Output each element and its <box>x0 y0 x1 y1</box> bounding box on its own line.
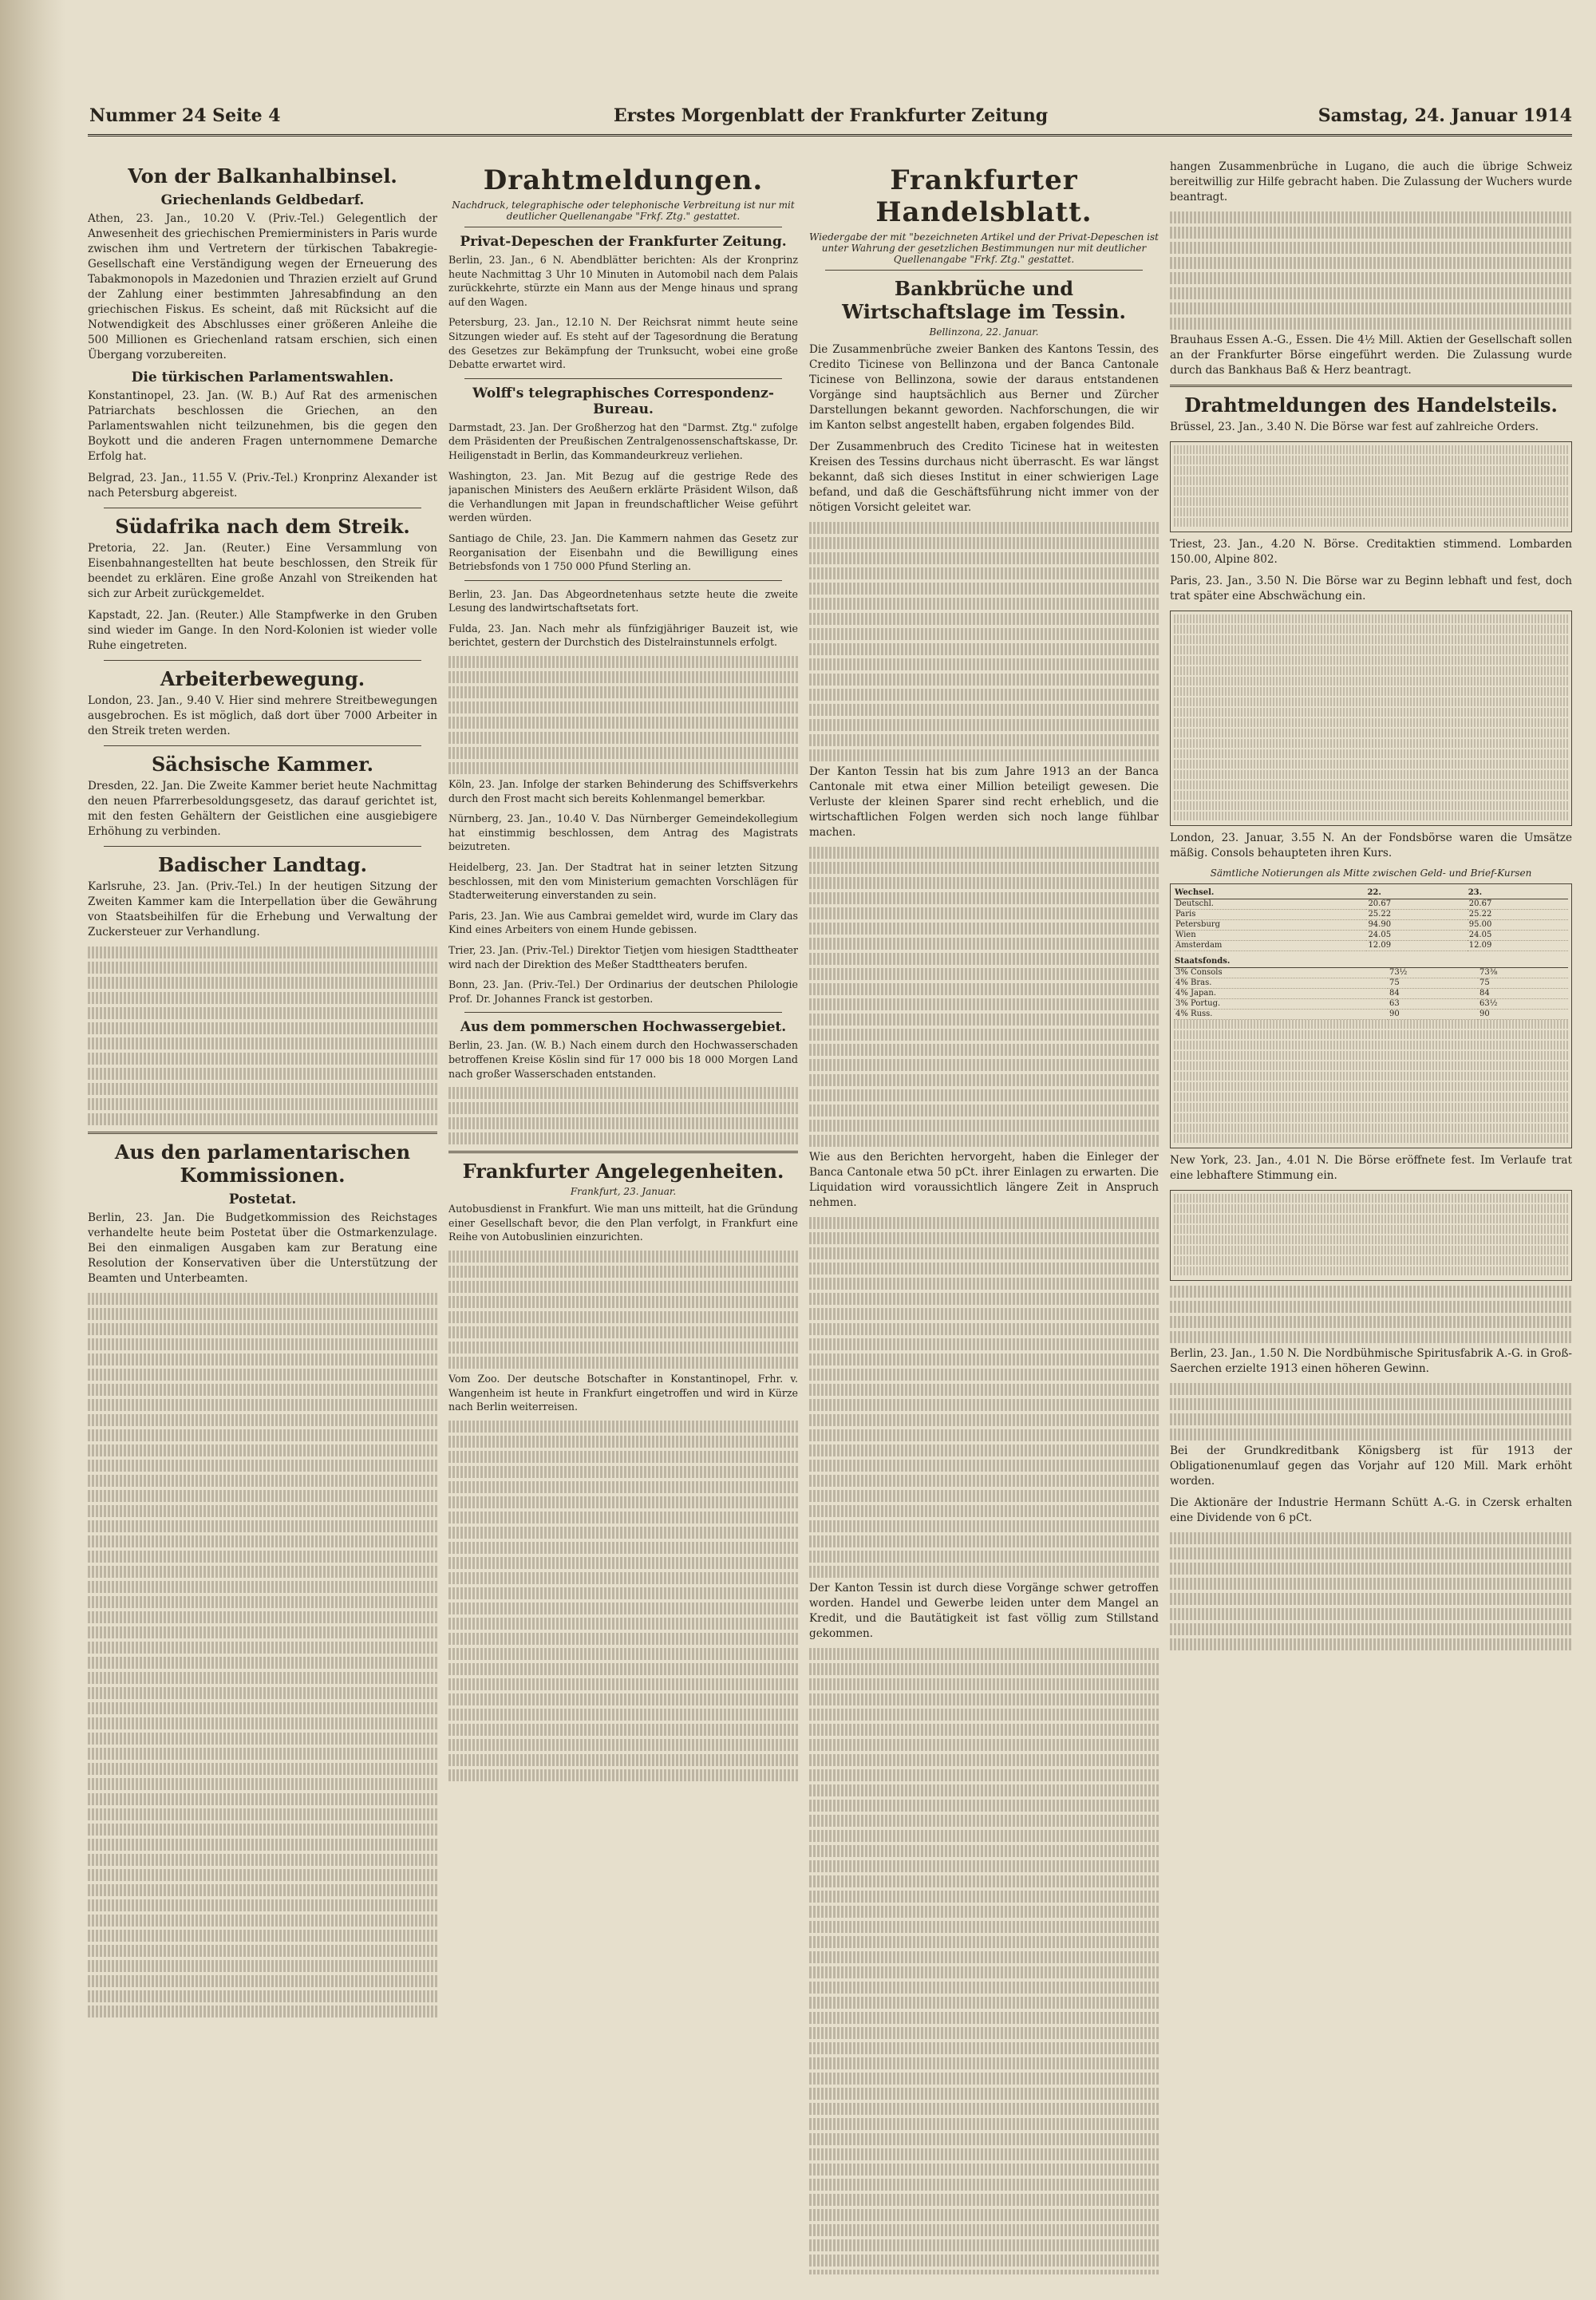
article-triest: Triest, 23. Jan., 4.20 N. Börse. Creditaktien stimmend. Lombarden 150.00, Alpine 802. <box>1170 538 1572 566</box>
article-berlin-crownprince: Berlin, 23. Jan., 6 N. Abendblätter berichten: Als der Kronprinz heute Nachmittag 3 Uhr 10 Minuten in Automobil nach dem Palais zurückkehrte, stürzte ein Mann aus der Menge hinaus und sprang auf den Wagen. <box>448 254 798 308</box>
article-berlin-budget: Berlin, 23. Jan. Die Budgetkommission des Reichstages verhandelte heute beim Postetat über die Ostmarkenzulage. Bei den einmaligen Ausgaben kam zur Beratung eine Resolution der Konservativen über die Unterstützung der Beamten und Unterbeamten. <box>88 1211 437 1285</box>
article-petersburg: Petersburg, 23. Jan., 12.10 N. Der Reichsrat nimmt heute seine Sitzungen wieder auf. Es steht auf der Tagesordnung die Beratung des Gesetzes zur Bekämpfung der Trunksucht, wobei eine große Debatte erwartet wird. <box>448 316 798 371</box>
heading-baden-landtag: Badischer Landtag. <box>157 853 367 876</box>
masthead <box>89 105 1572 153</box>
article-nuremberg: Nürnberg, 23. Jan., 10.40 V. Das Nürnberger Gemeindekollegium hat einstimmig beschlossen, dem Antrag des Magistrats beizutreten. <box>448 812 798 853</box>
dateline-frankfurt: Frankfurt, 23. Januar. <box>570 1186 677 1198</box>
heading-south-africa: Südafrika nach dem Streik. <box>115 515 410 538</box>
article-brauhaus-essen: Brauhaus Essen A.-G., Essen. Die 4½ Mill. Aktien der Gesellschaft sollen an der Frankfurter Börse eingeführt werden. Die Zulassung wurde durch das Bankhaus Baß & Herz beantragt. <box>1170 334 1572 377</box>
reprint-notice: Nachdruck, telegraphische oder telephonische Verbreitung ist nur mit deutlicher Quellenangabe "Frkf. Ztg." gestattet. <box>452 200 795 222</box>
article-czersk: Die Aktionäre der Industrie Hermann Schütt A.-G. in Czersk erhalten eine Dividende von 6 pCt. <box>1170 1496 1572 1524</box>
subheading-turkish-elections: Die türkischen Parlamentswahlen. <box>131 370 394 385</box>
table-row: 4% Japan. 84 84 <box>1174 989 1568 999</box>
article-pretoria: Pretoria, 22. Jan. (Reuter.) Eine Versammlung von Eisenbahnangestellten hat beute beschlossen, den Streik für beendet zu erklären. Eine große Anzahl von Streikenden hat sich zur Arbeit zurückgemeldet. <box>88 542 437 600</box>
table-row: Amsterdam 12.09 12.09 <box>1174 941 1568 951</box>
issue-number: Nummer 24 Seite 4 <box>89 105 281 126</box>
market-table-new-york <box>1170 1190 1572 1281</box>
article-athens: Athen, 23. Jan., 10.20 V. (Priv.-Tel.) Gelegentlich der Anwesenheit des griechischen Premierministers in Paris wurde zwischen ihm und Vertretern der türkischen Tabakregie-Gesellschaft eine Verständigung wegen der Erneuerung des Tabakmonopols in Mazedonien und Thrazien erzielt auf Grund der Zahlung einer bestimmten Jahresabfindung an den griechischen Fiskus. Es scheint, daß mit Rücksicht auf die Notwendigkeit des Abschlusses einer größeren Anleihe die 500 Millionen es Griechenland ratsam erschien, sich einen Übergang vorzubereiten. <box>88 212 437 362</box>
table-row: Paris 25.22 25.22 <box>1174 910 1568 920</box>
market-table-paris <box>1170 611 1572 826</box>
column-1 <box>88 160 437 2274</box>
subheading-wolff: Wolff's telegraphisches Correspondenz-Bureau. <box>472 385 774 417</box>
divider <box>104 660 421 661</box>
article-dresden: Dresden, 22. Jan. Die Zweite Kammer beriet heute Nachmittag den neuen Pfarrerbesoldungsgesetz, das darauf gerichtet ist, mit den festen Gehältern der Geistlichen eine ausgiebigere Erhöhung zu verbinden. <box>88 780 437 838</box>
article-berlin-house: Berlin, 23. Jan. Das Abgeordnetenhaus setzte heute die zweite Lesung des landwirtschaftsetats fort. <box>448 587 798 615</box>
article-heidelberg: Heidelberg, 23. Jan. Der Stadtrat hat in seiner letzten Sitzung beschlossen, mit den vom Ministerium gemachten Vorschlägen für Stadterweiterung einverstanden zu sein. <box>448 861 798 902</box>
heading-frankfurt-affairs: Frankfurter Angelegenheiten. <box>462 1160 784 1184</box>
newspaper-page <box>80 96 1580 2282</box>
subheading-postetat: Postetat. <box>228 1191 297 1207</box>
article-new-york: New York, 23. Jan., 4.01 N. Die Börse eröffnete fest. Im Verlaufe trat eine lebhaftere Stimmung ein. <box>1170 1154 1572 1182</box>
table-row: Wien 24.05 24.05 <box>1174 931 1568 941</box>
subheading-private-dispatches: Privat-Depeschen der Frankfurter Zeitung. <box>460 234 787 250</box>
binding-spine <box>0 0 65 2300</box>
heading-balkan: Von der Balkanhalbinsel. <box>128 164 397 188</box>
article-berlin-flood: Berlin, 23. Jan. (W. B.) Nach einem durch den Hochwasserschaden betroffenen Kreise Köslin sind für 17 000 bis 18 000 Morgen Land nach großer Wasserschaden entstanden. <box>448 1039 798 1080</box>
article-zoo: Vom Zoo. Der deutsche Botschafter in Konstantinopel, Frhr. v. Wangenheim ist heute in Frankfurt eingetroffen und wird in Kürze nach Berlin weiterreisen. <box>448 1372 798 1413</box>
table-row: 3% Portug. 63 63½ <box>1174 999 1568 1010</box>
issue-date: Samstag, 24. Januar 1914 <box>1317 105 1572 126</box>
staatsfonds-title: Staatsfonds. <box>1174 956 1568 968</box>
article-london-bourse: London, 23. Januar, 3.55 N. An der Fondsbörse waren die Umsätze mäßig. Consols behaupteten ihren Kurs. <box>1170 832 1572 860</box>
divider <box>464 378 782 379</box>
subheading-pomerania-flood: Aus dem pommerschen Hochwassergebiet. <box>460 1019 787 1036</box>
article-darmstadt: Darmstadt, 23. Jan. Der Großherzog hat den "Darmst. Ztg." zufolge dem Präsidenten der Preußischen Zentralgenossenschaftskasse, Dr. Heiligenstadt in Berlin, das Kommandeurkreuz verliehen. <box>448 421 798 461</box>
article-koenigsberg: Bei der Grundkreditbank Königsberg ist für 1913 der Obligationenumlauf gegen das Vorjahr auf 120 Mill. Mark erhöht worden. <box>1170 1444 1572 1488</box>
wechsel-title: Wechsel. <box>1174 887 1366 899</box>
newspaper-title: Erstes Morgenblatt der Frankfurter Zeitung <box>613 105 1049 126</box>
col-head: 23. <box>1468 887 1568 899</box>
article-tessin-5: Der Kanton Tessin ist durch diese Vorgänge schwer getroffen worden. Handel und Gewerbe leiden unter dem Mangel an Kredit, und die Bautätigkeit ist fast völlig zum Stillstand gekommen. <box>809 1582 1159 1640</box>
divider <box>464 1012 782 1013</box>
double-divider <box>1170 385 1572 387</box>
divider <box>104 745 421 746</box>
table-row: Petersburg 94.90 95.00 <box>1174 920 1568 931</box>
table-row: 4% Russ. 90 90 <box>1174 1010 1568 1020</box>
table-note: Sämtliche Notierungen als Mitte zwischen Geld- und Brief-Kursen <box>1210 867 1532 879</box>
heading-handel-drahtmeldungen: Drahtmeldungen des Handelsteils. <box>1184 393 1558 417</box>
article-tessin-2: Der Zusammenbruch des Credito Ticinese hat in weitesten Kreisen des Tessins durchaus nicht überrascht. Es war längst bekannt, daß sich dieses Institut in einer schwierigen Lage befand, und daß die Geschäftsführung nicht immer von der nötigen Vorsicht geleitet war. <box>809 441 1159 514</box>
table-row: 4% Bras. 75 75 <box>1174 978 1568 989</box>
article-brussels: Brüssel, 23. Jan., 3.40 N. Die Börse war fest auf zahlreiche Orders. <box>1170 421 1539 433</box>
reprint-notice-handel: Wiedergabe der mit "bezeichneten Artikel und der Privat-Depeschen ist unter Wahrung der gesetzlichen Bestimmungen nur mit deutlicher Quellenangabe "Frkf. Ztg." gestattet. <box>809 231 1159 265</box>
article-tessin-4: Wie aus den Berichten hervorgeht, haben die Einleger der Banca Cantonale etwa 50 pCt. ihrer Einlagen zu erwarten. Die Liquidation wird voraussichtlich längere Zeit in Anspruch nehmen. <box>809 1151 1159 1209</box>
column-4 <box>1170 160 1572 2274</box>
subheading-greece: Griechenlands Geldbedarf. <box>160 192 365 208</box>
article-bonn: Bonn, 23. Jan. (Priv.-Tel.) Der Ordinarius der deutschen Philologie Prof. Dr. Johannes Franck ist gestorben. <box>448 978 798 1005</box>
double-divider <box>448 1151 798 1153</box>
market-table-london <box>1170 883 1572 1148</box>
article-fulda: Fulda, 23. Jan. Nach mehr als fünfzigjähriger Bauzeit ist, wie berichtet, gestern der Durchstich des Distelrainstunnels erfolgt. <box>448 622 798 649</box>
divider <box>104 846 421 847</box>
dateline-bellinzona: Bellinzona, 22. Januar. <box>929 326 1039 338</box>
heading-tessin: Bankbrüche und Wirtschaftslage im Tessin. <box>842 277 1126 323</box>
table-row: Deutschl. 20.67 20.67 <box>1174 899 1568 910</box>
masthead-rule <box>88 134 1572 136</box>
article-capetown: Kapstadt, 22. Jan. (Reuter.) Alle Stampfwerke in den Gruben sind wieder im Gange. In den Nord-Kolonien ist wieder volle Ruhe eingetreten. <box>88 609 437 652</box>
article-trier: Trier, 23. Jan. (Priv.-Tel.) Direktor Tietjen vom hiesigen Stadttheater wird nach der Direktion des Meßer Stadttheaters berufen. <box>448 944 798 970</box>
heading-commissions: Aus den parlamentarischen Kommissionen. <box>114 1140 411 1187</box>
heading-saxon-chamber: Sächsische Kammer. <box>151 753 374 776</box>
article-santiago: Santiago de Chile, 23. Jan. Die Kammern nahmen das Gesetz zur Reorganisation der Eisenbahn und die Bewilligung eines Betriebsfonds von 1 750 000 Pfund Sterling an. <box>448 532 798 573</box>
article-constantinople: Konstantinopel, 23. Jan. (W. B.) Auf Rat des armenischen Patriarchats beschlossen die Griechen, an den Parlamentswahlen nicht teilzunehmen, bis die gegen den Boykott und die anderen Fragen unternommene Demarche Erfolg hat. <box>88 389 437 463</box>
article-tessin-3: Der Kanton Tessin hat bis zum Jahre 1913 an der Banca Cantonale mit etwa einer Million beteiligt gewesen. Die Verluste der kleinen Sparer sind recht erheblich, und die wirtschaftlichen Folgen werden sich noch lange fühlbar machen. <box>809 765 1159 839</box>
article-tessin-1: Die Zusammenbrüche zweier Banken des Kantons Tessin, des Credito Ticinese von Bellinzona und der Banca Cantonale Ticinese von Bellinzona, sowie der daraus entstandenen Vorgänge sind hauptsächlich aus Berner und Zürcher Darstellungen bekannt geworden. Nachforschungen, die wir im Kanton selbst angestellt haben, ergaben folgendes Bild. <box>809 343 1159 432</box>
double-divider <box>88 1132 437 1134</box>
column-2 <box>448 160 798 2274</box>
divider <box>825 270 1143 271</box>
table-row: 3% Consols 73½ 73⅜ <box>1174 968 1568 978</box>
staatsfonds-table <box>1174 956 1568 1020</box>
divider <box>464 580 782 581</box>
heading-handelsblatt: Frankfurter Handelsblatt. <box>875 164 1092 228</box>
article-karlsruhe: Karlsruhe, 23. Jan. (Priv.-Tel.) In der heutigen Sitzung der Zweiten Kammer kam die Interpellation über die Gewährung von Staatsbeihilfen für die Erhebung und Verwaltung der Zuckersteuer zur Verhandlung. <box>88 880 437 939</box>
article-berlin-spiritus: Berlin, 23. Jan., 1.50 N. Die Nordbühmische Spiritusfabrik A.-G. in Groß-Saerchen erzielte 1913 einen höheren Gewinn. <box>1170 1347 1572 1375</box>
column-3 <box>809 160 1159 2274</box>
article-london-labour: London, 23. Jan., 9.40 V. Hier sind mehrere Streitbewegungen ausgebrochen. Es ist möglich, daß dort über 7000 Arbeiter in den Streik treten werden. <box>88 694 437 737</box>
market-table-brussels <box>1170 441 1572 532</box>
article-autobus: Autobusdienst in Frankfurt. Wie man uns mitteilt, hat die Gründung einer Gesellschaft bevor, die den Plan verfolgt, in Frankfurt eine Reihe von Autobuslinien einzurichten. <box>448 1203 798 1243</box>
article-belgrade: Belgrad, 23. Jan., 11.55 V. (Priv.-Tel.) Kronprinz Alexander ist nach Petersburg abgereist. <box>88 472 437 500</box>
heading-labour: Arbeiterbewegung. <box>160 667 365 690</box>
heading-drahtmeldungen: Drahtmeldungen. <box>483 164 764 196</box>
article-washington: Washington, 23. Jan. Mit Bezug auf die gestrige Rede des japanischen Ministers des Aeußern erklärte Präsident Wilson, daß die Verhandlungen mit Japan in freundschaftlicher Weise geführt werden würden. <box>448 469 798 524</box>
col-head: 22. <box>1366 887 1467 899</box>
article-cologne: Köln, 23. Jan. Infolge der starken Behinderung des Schiffsverkehrs durch den Frost macht sich bereits Kohlenmangel bemerkbar. <box>448 778 798 804</box>
article-paris-bourse: Paris, 23. Jan., 3.50 N. Die Börse war zu Beginn lebhaft und fest, doch trat später eine Abschwächung ein. <box>1170 575 1572 603</box>
wechsel-table <box>1174 887 1568 951</box>
article-paris: Paris, 23. Jan. Wie aus Cambrai gemeldet wird, wurde im Clary das Kind eines Arbeiters von einem Hunde gebissen. <box>448 909 798 936</box>
article-lugano-continued: hangen Zusammenbrüche in Lugano, die auch die übrige Schweiz bereitwillig zur Hilfe gebracht haben. Die Zulassung der Wuchers wurde beantragt. <box>1170 160 1572 204</box>
